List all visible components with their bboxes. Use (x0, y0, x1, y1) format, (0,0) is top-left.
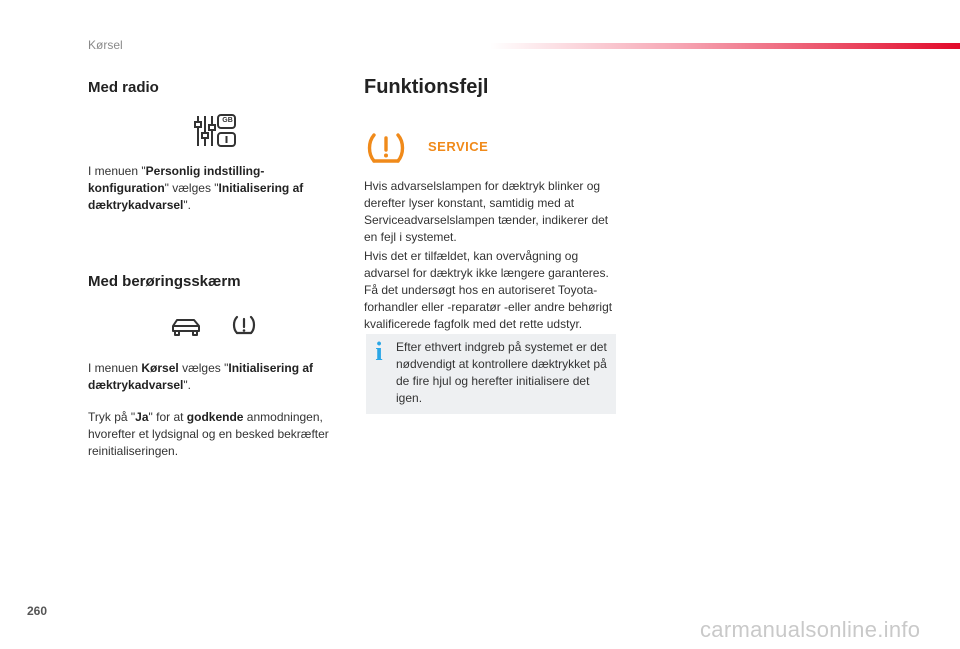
tire-pressure-warning-icon (366, 131, 406, 167)
tire-pressure-icon (231, 314, 257, 338)
header-accent-line (490, 43, 960, 49)
info-text: Efter ethvert indgreb på systemet er det nødvendigt at kontrollere dæktrykket på de fire hjul og herefter initialisere det igen. (396, 340, 607, 405)
service-warning-label: SERVICE (428, 139, 489, 154)
watermark: carmanualsonline.info (700, 617, 921, 642)
malfunction-heading: Funktionsfejl (364, 76, 489, 98)
section-label: Kørsel (88, 38, 123, 52)
car-icon (170, 316, 202, 338)
touchscreen-instruction: I menuen Kørsel vælges "Initialisering af dæktrykadvarsel". (88, 361, 314, 392)
malfunction-paragraph-1: Hvis advarselslampen for dæktryk blinker og derefter lyser konstant, samtidig med at Serviceadvarselslampen tænder, indikerer det en fejl i systemet. (364, 179, 609, 244)
confirm-instruction: Tryk på "Ja" for at godkende anmodningen, hvorefter et lydsignal og en besked bekræfter reinitialiseringen. (88, 410, 329, 458)
malfunction-paragraph-2: Hvis det er tilfældet, kan overvågning og advarsel for dæktryk ikke længere garanteres. Få det undersøgt hos en autoriseret Toyota-forhandler eller -reparatør -eller andre behørigt kvalificerede fagfolk med det rette udstyr. (364, 249, 613, 331)
radio-instruction: I menuen "Personlig indstilling-konfiguration" vælges "Initialisering af dæktrykadvarsel". (88, 164, 304, 212)
touchscreen-heading: Med berøringsskærm (88, 273, 241, 290)
info-icon: i (375, 337, 383, 366)
page-number: 260 (27, 604, 48, 618)
radio-heading: Med radio (88, 79, 159, 96)
region-badge: GB (222, 117, 233, 124)
